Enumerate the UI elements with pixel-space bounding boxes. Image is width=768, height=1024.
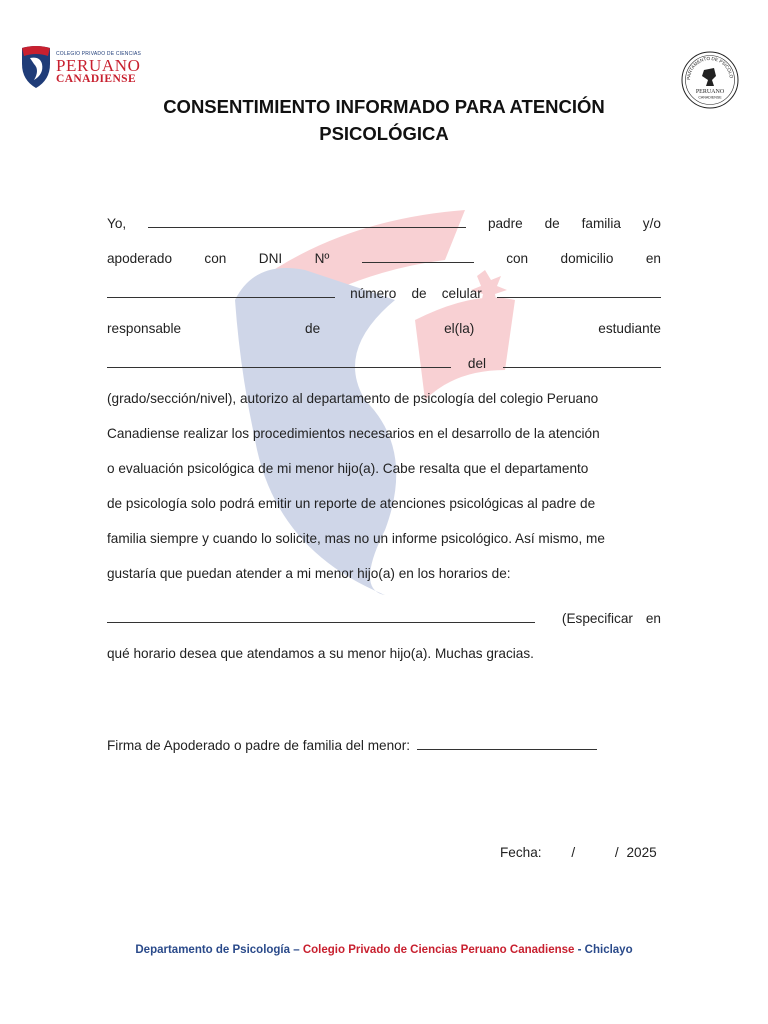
logo-name-line2: CANADIENSE bbox=[56, 73, 137, 85]
seal-top-text: PARTAMENTO DE PSICOLO bbox=[685, 55, 734, 80]
date-line bbox=[500, 845, 657, 860]
student-name-blank[interactable] bbox=[107, 353, 451, 368]
phone-blank[interactable] bbox=[497, 283, 661, 298]
title-line1: CONSENTIMIENTO INFORMADO PARA ATENCIÓN bbox=[163, 96, 605, 117]
signature-line bbox=[107, 735, 597, 753]
parent-name-blank[interactable] bbox=[148, 213, 466, 228]
date-separator-1: / bbox=[571, 845, 576, 860]
title-line2: PSICOLÓGICA bbox=[319, 123, 449, 144]
body-line-4: responsable de el(la) estudiante bbox=[107, 321, 661, 336]
schedule-blank[interactable] bbox=[107, 608, 535, 623]
logo-subtitle: COLEGIO PRIVADO DE CIENCIAS bbox=[56, 51, 142, 57]
body-line-10: familia siempre y cuando lo solicite, mas no un informe psicológico. Así mismo, me bbox=[107, 531, 605, 546]
body-line-7: Canadiense realizar los procedimientos necesarios en el desarrollo de la atención bbox=[107, 426, 600, 441]
body-line-1: Yo, padre de familia y/o bbox=[107, 210, 661, 245]
seal-bottom-text: CANADIENSE bbox=[698, 95, 722, 100]
date-label: Fecha: bbox=[500, 845, 542, 860]
psychology-department-seal bbox=[680, 50, 740, 110]
footer-school: Colegio Privado de Ciencias Peruano Canadiense bbox=[302, 944, 575, 956]
date-year: 2025 bbox=[626, 845, 657, 860]
body-line-5: del bbox=[107, 350, 661, 385]
dni-blank[interactable] bbox=[362, 248, 474, 263]
body-line-12: (Especificar en bbox=[107, 605, 661, 640]
logo-name-line1: PERUANO bbox=[56, 56, 141, 75]
grade-blank[interactable] bbox=[503, 353, 661, 368]
date-separator-2: / bbox=[614, 845, 619, 860]
address-blank[interactable] bbox=[107, 283, 335, 298]
body-line-2: apoderado con DNI Nº con domicilio en bbox=[107, 245, 661, 280]
school-logo bbox=[20, 44, 150, 90]
school-shield-icon bbox=[20, 44, 52, 90]
signature-label: Firma de Apoderado o padre de familia del menor: bbox=[107, 738, 411, 753]
footer-city: Chiclayo bbox=[584, 944, 633, 956]
consent-body bbox=[107, 210, 661, 675]
body-line-3: número de celular bbox=[107, 280, 661, 315]
seal-name: PERUANO bbox=[695, 89, 725, 95]
document-title bbox=[100, 93, 668, 147]
body-line-9: de psicología solo podrá emitir un reporte de atenciones psicológicas al padre de bbox=[107, 496, 596, 511]
body-line-6: (grado/sección/nivel), autorizo al departamento de psicología del colegio Peruano bbox=[107, 391, 599, 406]
signature-blank[interactable] bbox=[417, 735, 597, 750]
body-line-11: gustaría que puedan atender a mi menor hijo(a) en los horarios de: bbox=[107, 566, 511, 581]
body-line-13: qué horario desea que atendamos a su menor hijo(a). Muchas gracias. bbox=[107, 646, 534, 661]
body-line-8: o evaluación psicológica de mi menor hijo(a). Cabe resalta que el departamento bbox=[107, 461, 589, 476]
seal-shield-icon bbox=[702, 68, 716, 86]
page-footer: Departamento de Psicología – Colegio Privado de Ciencias Peruano Canadiense - Chiclayo bbox=[135, 944, 633, 956]
footer-department: Departamento de Psicología bbox=[135, 944, 291, 956]
